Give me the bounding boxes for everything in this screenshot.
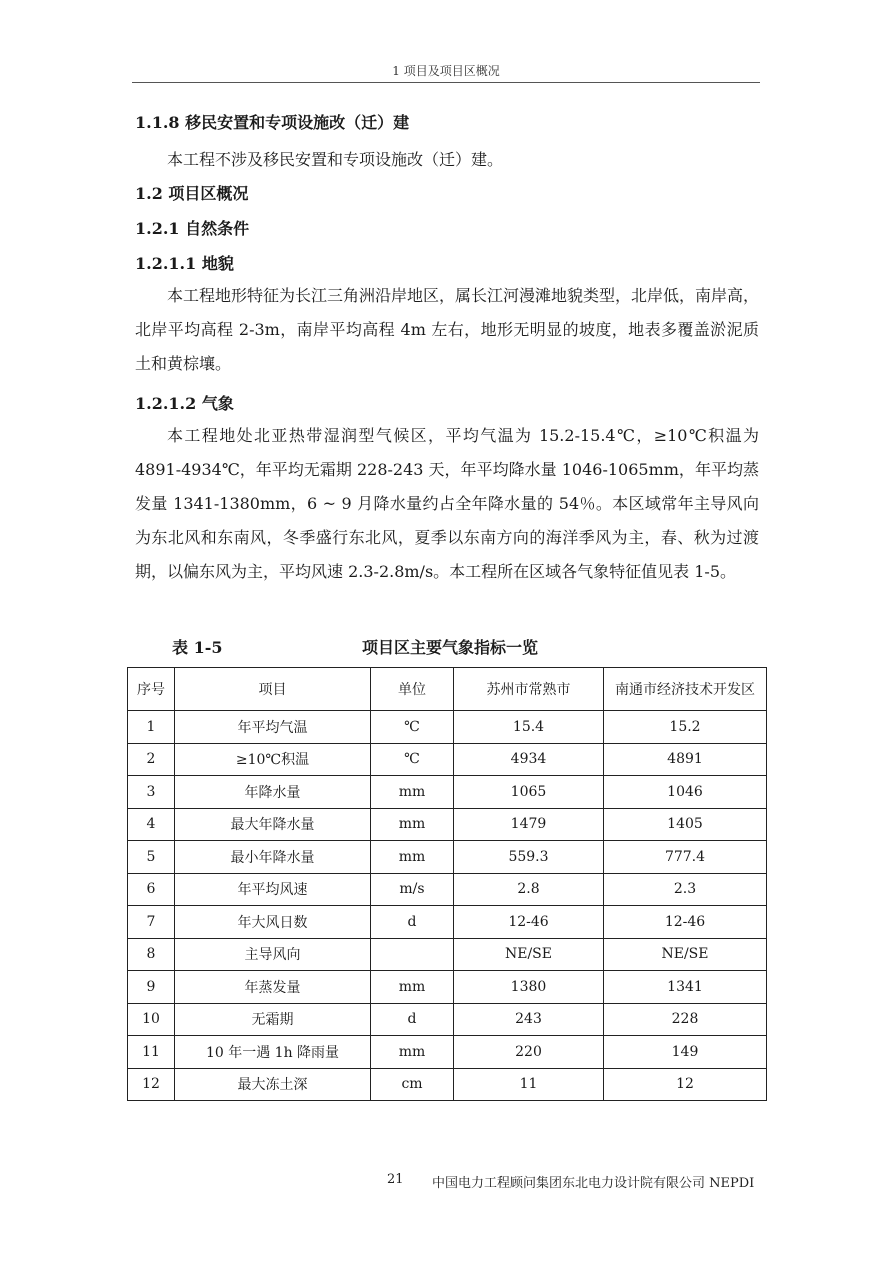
table-cell: 11 — [454, 1068, 604, 1101]
table-cell: ℃ — [371, 743, 454, 776]
header-cell: 苏州市常熟市 — [454, 668, 604, 711]
table-cell: 3 — [128, 776, 175, 809]
table-cell: mm — [371, 971, 454, 1004]
table-cell: 1479 — [454, 808, 604, 841]
table-cell: 最大冻土深 — [175, 1068, 371, 1101]
table-cell: 主导风向 — [175, 938, 371, 971]
table-cell: 149 — [604, 1036, 767, 1069]
table-cell: 12 — [604, 1068, 767, 1101]
table-cell: 1405 — [604, 808, 767, 841]
header-cell: 序号 — [128, 668, 175, 711]
table-cell: 年蒸发量 — [175, 971, 371, 1004]
table-cell: 1046 — [604, 776, 767, 809]
section-1-2-1-2-title: 1.2.1.2 气象 — [135, 394, 234, 413]
table-cell: 年大风日数 — [175, 906, 371, 939]
table-row — [128, 1068, 767, 1101]
table-cell: 5 — [128, 841, 175, 874]
table-cell: 4891 — [604, 743, 767, 776]
header-cell: 单位 — [371, 668, 454, 711]
page-number: 21 — [387, 1172, 404, 1187]
table-row — [128, 906, 767, 939]
section-1-2-1-1-title: 1.2.1.1 地貌 — [135, 254, 234, 273]
table-row — [128, 711, 767, 744]
table-cell: 1380 — [454, 971, 604, 1004]
table-row — [128, 971, 767, 1004]
table-cell: 1 — [128, 711, 175, 744]
table-cell: 11 — [128, 1036, 175, 1069]
running-header: 1 项目及项目区概况 — [392, 64, 500, 78]
section-1-1-8-body: 本工程不涉及移民安置和专项设施改（迁）建。 — [167, 150, 504, 169]
table-header-row — [128, 668, 767, 711]
table-cell: cm — [371, 1068, 454, 1101]
table-row — [128, 776, 767, 809]
table-cell: 无霜期 — [175, 1003, 371, 1036]
table-row — [128, 808, 767, 841]
table-cell: mm — [371, 1036, 454, 1069]
table-row — [128, 743, 767, 776]
table-cell: 2 — [128, 743, 175, 776]
table-row — [128, 841, 767, 874]
section-1-2-1-title: 1.2.1 自然条件 — [135, 219, 250, 238]
header-cell: 项目 — [175, 668, 371, 711]
table-cell: 6 — [128, 873, 175, 906]
header-divider — [132, 82, 760, 83]
table-cell: 2.8 — [454, 873, 604, 906]
table-cell: 8 — [128, 938, 175, 971]
table-cell: 12-46 — [604, 906, 767, 939]
table-cell: mm — [371, 808, 454, 841]
table-cell: 1065 — [454, 776, 604, 809]
table-cell: 10 — [128, 1003, 175, 1036]
table-cell: ≥10℃积温 — [175, 743, 371, 776]
table-cell: 15.2 — [604, 711, 767, 744]
table-cell — [371, 938, 454, 971]
section-1-1-8-title: 1.1.8 移民安置和专项设施改（迁）建 — [135, 113, 410, 132]
table-cell: 220 — [454, 1036, 604, 1069]
table-cell: mm — [371, 841, 454, 874]
table-cell: 2.3 — [604, 873, 767, 906]
table-cell: 最小年降水量 — [175, 841, 371, 874]
table-cell: 年平均风速 — [175, 873, 371, 906]
table-title: 项目区主要气象指标一览 — [362, 638, 539, 657]
table-cell: 15.4 — [454, 711, 604, 744]
table-cell: 4934 — [454, 743, 604, 776]
table-cell: 1341 — [604, 971, 767, 1004]
table-cell: 7 — [128, 906, 175, 939]
footer-organization: 中国电力工程顾问集团东北电力设计院有限公司 NEPDI — [432, 1176, 755, 1191]
section-1-2-1-1-body: 本工程地形特征为长江三角洲沿岸地区，属长江河漫滩地貌类型，北岸低，南岸高，北岸平均高程 2-3m，南岸平均高程 4m 左右，地形无明显的坡度，地表多覆盖淤泥质土和黄棕壤。 — [135, 286, 760, 373]
table-row — [128, 873, 767, 906]
table-cell: m/s — [371, 873, 454, 906]
table-cell: ℃ — [371, 711, 454, 744]
table-cell: 10 年一遇 1h 降雨量 — [175, 1036, 371, 1069]
table-cell: 年平均气温 — [175, 711, 371, 744]
table-number: 表 1-5 — [172, 638, 223, 657]
table-cell: 777.4 — [604, 841, 767, 874]
table-cell: mm — [371, 776, 454, 809]
table-cell: 12-46 — [454, 906, 604, 939]
table-cell: 4 — [128, 808, 175, 841]
table-cell: d — [371, 906, 454, 939]
section-1-2-title: 1.2 项目区概况 — [135, 184, 249, 203]
table-cell: 9 — [128, 971, 175, 1004]
table-row — [128, 1036, 767, 1069]
header-cell: 南通市经济技术开发区 — [604, 668, 767, 711]
table-cell: 12 — [128, 1068, 175, 1101]
table-row — [128, 938, 767, 971]
table-cell: NE/SE — [454, 938, 604, 971]
table-cell: NE/SE — [604, 938, 767, 971]
table-cell: d — [371, 1003, 454, 1036]
table-cell: 559.3 — [454, 841, 604, 874]
table-cell: 243 — [454, 1003, 604, 1036]
section-1-2-1-2-body: 本工程地处北亚热带湿润型气候区，平均气温为 15.2-15.4℃，≥10℃积温为 4891-4934℃，年平均无霜期 228-243 天，年平均降水量 1046-1065mm，年平均蒸发量 1341-1380mm，6 ~ 9 月降水量约占全年降水量的 54％。本区域常年主导风向为东北风和东南风，冬季盛行东北风，夏季以东南方向的海洋季风为主，春、秋为过渡期，以偏东风为主，平均风速 2.3-2.8m/s。本工程所在区域各气象特征值见表 1-5。 — [135, 426, 759, 581]
meteorology-table — [127, 667, 767, 1101]
table-cell: 最大年降水量 — [175, 808, 371, 841]
table-cell: 228 — [604, 1003, 767, 1036]
table-cell: 年降水量 — [175, 776, 371, 809]
table-row — [128, 1003, 767, 1036]
